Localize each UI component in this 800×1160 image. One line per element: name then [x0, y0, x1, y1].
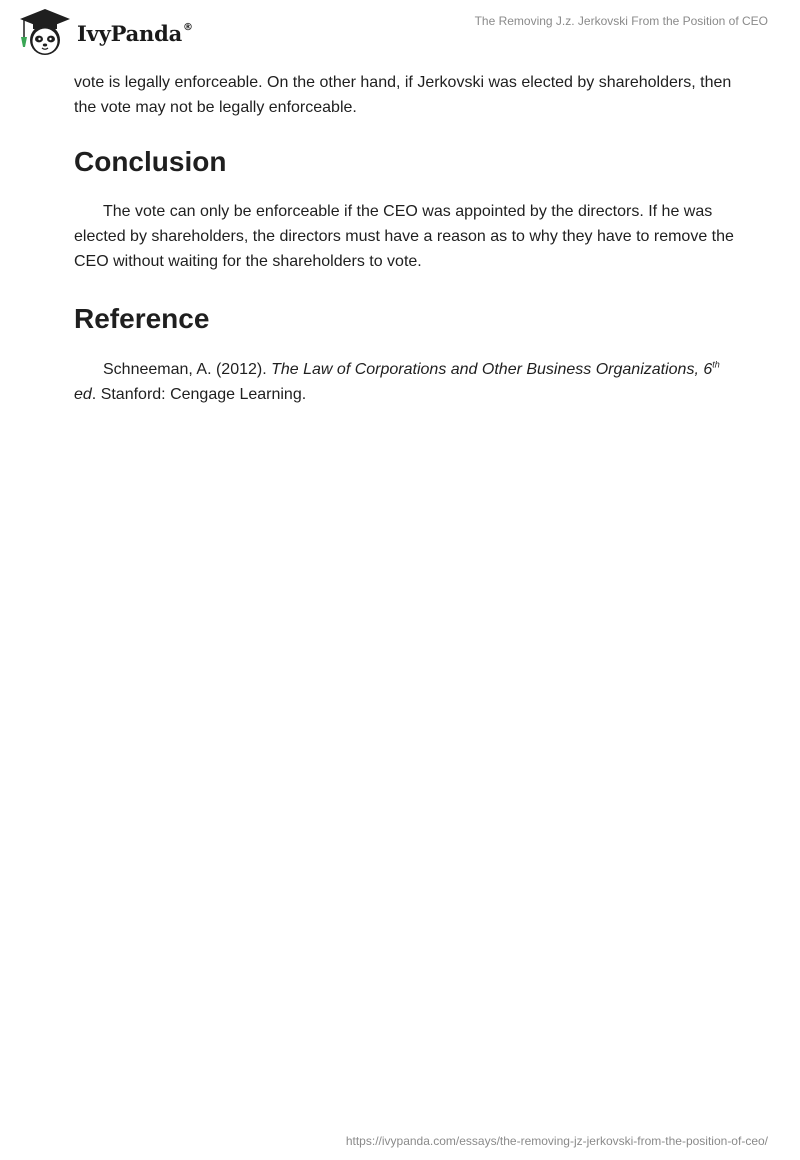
document-title: The Removing J.z. Jerkovski From the Position of CEO [474, 14, 768, 28]
reference-publisher: . Stanford: Cengage Learning. [91, 386, 307, 403]
ivypanda-logo[interactable] [16, 7, 193, 57]
essay-content [74, 70, 734, 407]
intro-paragraph: vote is legally enforceable. On the other hand, if Jerkovski was elected by shareholders, then the vote may not be legally enforceable. [74, 74, 732, 116]
reference-title: The Law of Corporations and Other Business Organizations, 6th ed [74, 359, 720, 403]
reference-heading: Reference [74, 303, 210, 334]
page-header [0, 0, 800, 64]
registered-mark: ® [183, 21, 193, 33]
source-url-link[interactable]: https://ivypanda.com/essays/the-removing-jz-jerkovski-from-the-position-of-ceo/ [345, 1134, 768, 1148]
edition-superscript: th [712, 359, 720, 370]
reference-entry [74, 357, 734, 407]
logo-wordmark: IvyPanda® [77, 20, 193, 46]
conclusion-paragraph: The vote can only be enforceable if the CEO was appointed by the directors. If he was elected by shareholders, the directors must have a reason as to why they have to remove the CEO without waiting for the shareholders to vote. [74, 203, 734, 270]
panda-graduate-icon [16, 7, 74, 57]
conclusion-heading: Conclusion [74, 146, 227, 177]
reference-authors: Schneeman, A. (2012). [103, 361, 272, 378]
